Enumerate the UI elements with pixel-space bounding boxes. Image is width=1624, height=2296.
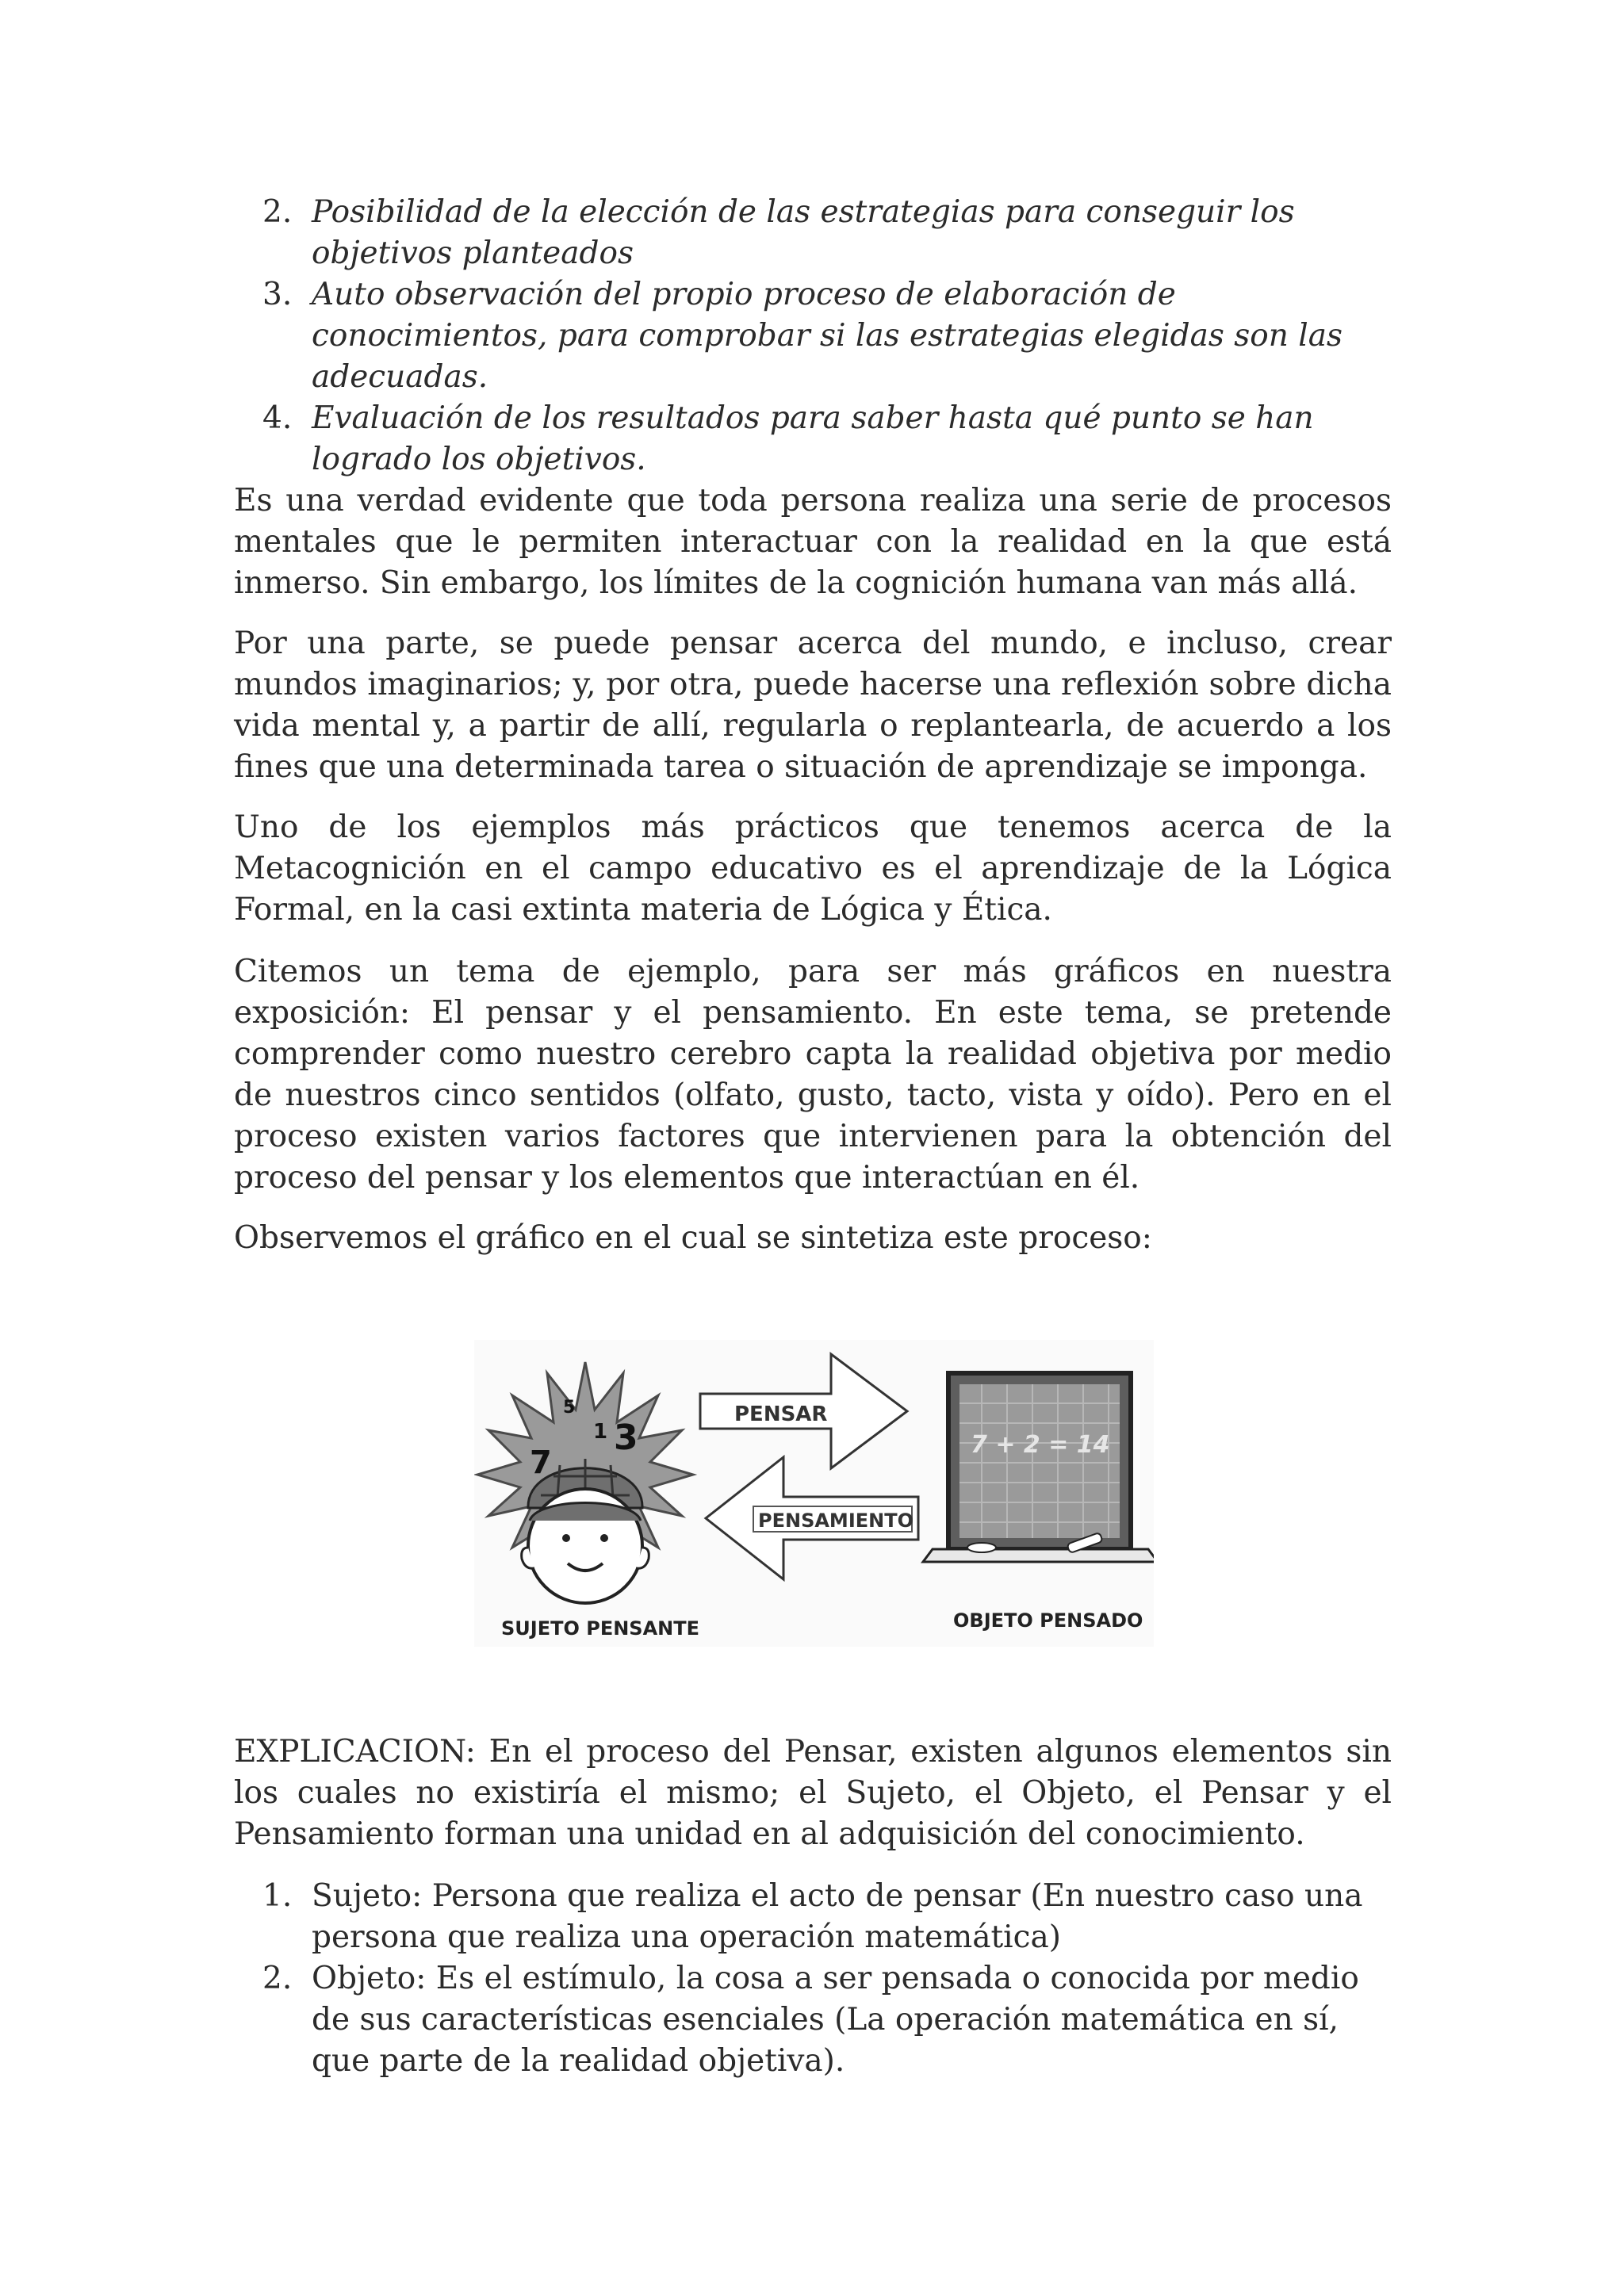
list-text: Evaluación de los resultados para saber hasta qué punto se han logrado los objetivos. (312, 400, 1314, 477)
thinking-process-figure (474, 1340, 1154, 1647)
pensamiento-label: PENSAMIENTO (758, 1510, 914, 1532)
list-item (234, 1876, 1392, 1958)
svg-text:3: 3 (614, 1418, 638, 1458)
elements-list (234, 1876, 1392, 2082)
list-number: 3. (262, 277, 293, 312)
figure-graphic (474, 1340, 1154, 1647)
paragraph: Por una parte, se puede pensar acerca del mundo, e incluso, crear mundos imaginarios; y, por otra, puede hacerse una reflexión sobre dicha vida mental y, a partir de allí, regularla o replantearla, de acuerdo a los fines que una determinada tarea o situación de aprendizaje se imponga. (234, 626, 1392, 785)
svg-text:7: 7 (530, 1445, 552, 1481)
list-text: Posibilidad de la elección de las estrategias para conseguir los objetivos planteados (312, 194, 1295, 271)
list-item (234, 274, 1392, 398)
list-item (234, 192, 1392, 274)
list-number: 1. (262, 1878, 293, 1914)
list-item (234, 398, 1392, 480)
paragraph: Observemos el gráfico en el cual se sintetiza este proceso: (234, 1220, 1152, 1256)
list-number: 4. (262, 400, 293, 436)
objectives-list (234, 192, 1392, 480)
paragraph: Uno de los ejemplos más prácticos que tenemos acerca de la Metacognición en el campo educativo es el aprendizaje de la Lógica Formal, en la casi extinta materia de Lógica y Ética. (234, 809, 1392, 928)
list-number: 2. (262, 1961, 293, 1996)
paragraph: Citemos un tema de ejemplo, para ser más gráficos en nuestra exposición: El pensar y el pensamiento. En este tema, se pretende comprender como nuestro cerebro capta la realidad objetiva por medio de nuestros cinco sentidos (olfato, gusto, tacto, vista y oído). Pero en el proceso existen varios factores que intervienen para la obtención del proceso del pensar y los elementos que interactúan en él. (234, 954, 1392, 1196)
paragraph: Es una verdad evidente que toda persona realiza una serie de procesos mentales que le permiten interactuar con la realidad en la que está inmerso. Sin embargo, los límites de la cognición humana van más allá. (234, 483, 1392, 601)
pensar-arrow (700, 1354, 907, 1468)
list-text: Auto observación del propio proceso de elaboración de conocimientos, para comprobar si las estrategias elegidas son las adecuadas. (312, 277, 1342, 395)
blackboard-icon (923, 1373, 1154, 1562)
pensar-label: PENSAR (734, 1402, 828, 1426)
objeto-label: OBJETO PENSADO (953, 1609, 1143, 1632)
board-equation: 7 + 2 = 14 (971, 1431, 1110, 1459)
sujeto-label: SUJETO PENSANTE (501, 1617, 700, 1640)
list-number: 2. (262, 194, 293, 230)
list-text: Sujeto: Persona que realiza el acto de pensar (En nuestro caso una persona que realiza una operación matemática) (312, 1878, 1363, 1955)
list-item (234, 1958, 1392, 2082)
list-text: Objeto: Es el estímulo, la cosa a ser pensada o conocida por medio de sus características esenciales (La operación matemática en sí, que parte de la realidad objetiva). (312, 1961, 1359, 2079)
svg-text:5: 5 (563, 1398, 576, 1418)
explanation-paragraph: EXPLICACION: En el proceso del Pensar, existen algunos elementos sin los cuales no existiría el mismo; el Sujeto, el Objeto, el Pensar y el Pensamiento forman una unidad en al adquisición del conocimiento. (234, 1734, 1392, 1852)
svg-text:1: 1 (593, 1420, 608, 1444)
pensamiento-arrow (706, 1457, 918, 1579)
